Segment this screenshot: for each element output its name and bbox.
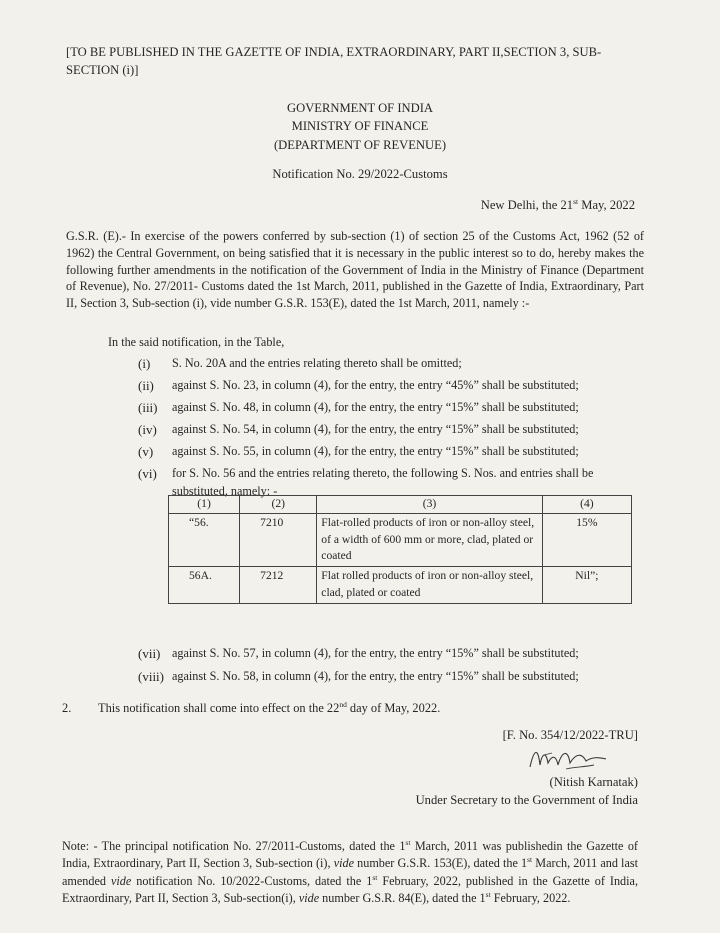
column-header: (2) [240,496,317,514]
paragraph-number: 2. [62,701,72,715]
amendment-list-continued [138,645,648,692]
note-text: notification No. 10/2022-Customs, dated the 1 [131,873,373,888]
item-text: against S. No. 54, in column (4), for the entry, the entry “15%” shall be substituted; [172,422,579,437]
note-text: Note: - The principal notification No. 27/2011-Customs, dated the 1 [62,839,406,853]
description-cell: Flat rolled products of iron or non-alloy steel, clad, plated or coated [317,567,542,604]
department-title: (DEPARTMENT OF REVENUE) [273,137,447,152]
item-number: (viii) [138,669,164,685]
date-ordinal: st [573,196,579,206]
amendment-list [138,355,648,503]
note-italic: vide [333,856,354,871]
table-header-row [169,496,632,514]
item-text: S. No. 20A and the entries relating thereto shall be omitted; [172,356,462,370]
effective-date-ordinal: nd [339,699,347,709]
item-text: against S. No. 57, in column (4), for the entry, the entry “15%” shall be substituted; [172,646,579,660]
amendment-item [138,421,648,439]
table-row [169,513,632,566]
footnote [62,838,638,907]
item-number: (vi) [138,466,157,482]
amendment-item [138,645,648,663]
file-number: [F. No. 354/12/2022-TRU] [502,728,638,742]
amendment-item [138,355,648,373]
note-ordinal: st [372,872,378,882]
place-and-date [481,197,635,215]
item-text: against S. No. 48, in column (4), for the entry, the entry “15%” shall be substituted; [172,400,579,415]
amendment-item [138,443,648,461]
item-text: against S. No. 58, in column (4), for the entry, the entry “15%” shall be substituted; [172,669,579,684]
note-italic: vide [110,873,132,888]
table-intro: In the said notification, in the Table, [108,335,285,349]
amendment-item [138,377,648,395]
item-number: (vii) [138,646,161,661]
signatory-name: (Nitish Karnatak) [549,775,638,789]
description-cell: Flat-rolled products of iron or non-alloy steel, of a width of 600 mm or more, clad, plated or coated [317,513,542,566]
effective-date-suffix: day of May, 2022. [346,701,441,715]
preamble-paragraph: G.S.R. (E).- In exercise of the powers conferred by sub-section (1) of section 25 of the Customs Act, 1962 (52 of 1962) the Central Government, on being satisfied that it is necessary in the public interest so to do, hereby makes the following further amendments in the notification of the Government of India in the Ministry of Finance (Department of Revenue), No. 27/2011- Customs dated the 1st March, 2011, published in the Gazette of India, Extraordinary, Part II, Section 3, Sub-section (i), vide number G.S.R. 153(E), dated the 1st March, 2011, namely :- [66,229,644,311]
amendment-item [138,668,648,686]
item-number: (i) [138,356,151,371]
handwritten-signature-icon [522,743,612,775]
serial-number-cell: “56. [169,513,240,566]
note-text: number G.S.R. 84(E), dated the 1 [319,890,486,905]
serial-number-cell: 56A. [169,567,240,604]
amendment-item [138,399,648,417]
item-text: against S. No. 23, in column (4), for the entry, the entry “45%” shall be substituted; [172,378,579,393]
notification-number: Notification No. 29/2022-Customs [272,167,448,181]
item-number: (iv) [138,422,157,438]
note-text: February, 2022, published in the Gazette of India, Extraordinary, Part II, Section 3, Sub-section(i), [62,873,638,905]
gazette-publication-line: [TO BE PUBLISHED IN THE GAZETTE OF INDIA, EXTRAORDINARY, PART II,SECTION 3, SUB-SECTION (i)] [66,45,602,77]
item-number: (iii) [138,400,158,416]
column-header: (3) [317,496,542,514]
effective-date-paragraph [62,700,440,718]
item-text: for S. No. 56 and the entries relating thereto, the following S. Nos. and entries shall be substituted, namely: - [172,466,594,498]
note-text: March, 2011 and last amended [62,856,638,888]
table-row [169,567,632,604]
issuing-authority [0,99,720,154]
note-ordinal: st [527,855,533,865]
substitution-table [168,495,632,604]
note-text: March, 2011 was publishedin the Gazette of India, Extraordinary, Part II, Section 3, Sub-section (i), [62,839,638,871]
column-header: (1) [169,496,240,514]
note-ordinal: st [485,889,491,899]
tariff-heading-cell: 7212 [240,567,317,604]
tariff-heading-cell: 7210 [240,513,317,566]
item-number: (ii) [138,378,154,394]
item-text: against S. No. 55, in column (4), for the entry, the entry “15%” shall be substituted; [172,444,579,459]
note-italic: vide [298,890,320,905]
rate-cell: 15% [542,513,631,566]
rate-cell: Nil”; [542,567,631,604]
item-number: (v) [138,444,154,460]
signatory-designation: Under Secretary to the Government of India [415,793,638,807]
government-title: GOVERNMENT OF INDIA [287,101,433,115]
date-prefix: New Delhi, the 21 [480,198,574,212]
effective-date-prefix: This notification shall come into effect on the 22 [98,701,340,715]
date-suffix: May, 2022 [578,198,635,212]
note-text: number G.S.R. 153(E), dated the 1 [354,856,528,871]
note-text: February, 2022. [490,890,571,905]
note-ordinal: st [405,837,411,847]
column-header: (4) [542,496,631,514]
ministry-title: MINISTRY OF FINANCE [291,119,429,134]
